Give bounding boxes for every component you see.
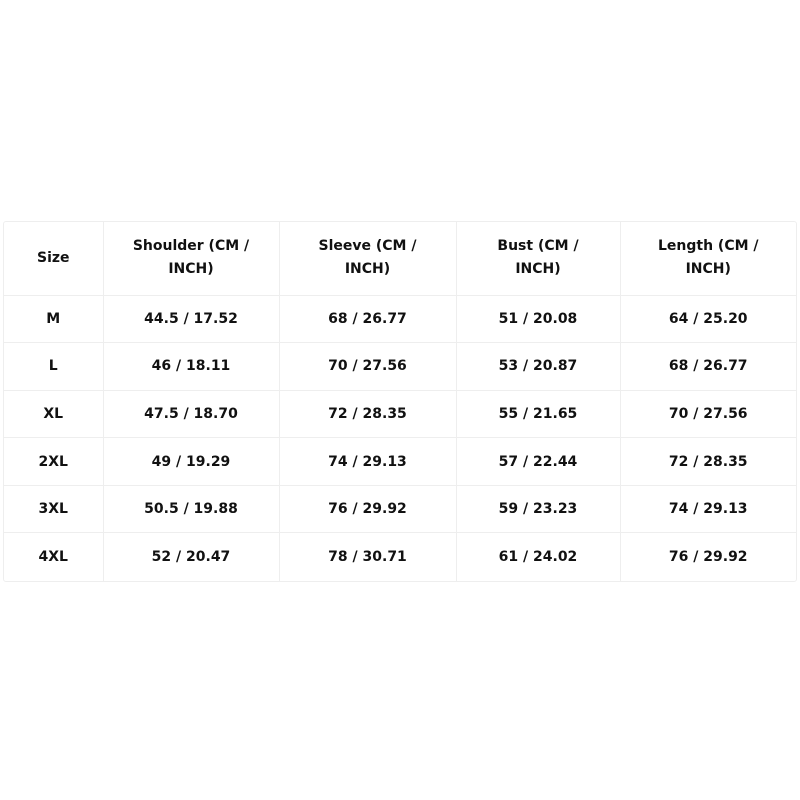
cell-bust: 51 / 20.08 xyxy=(456,295,620,343)
table-row xyxy=(4,390,796,438)
table-body xyxy=(4,295,796,581)
cell-sleeve: 74 / 29.13 xyxy=(279,438,456,486)
table-row xyxy=(4,343,796,391)
cell-length: 68 / 26.77 xyxy=(620,343,796,391)
cell-size: 3XL xyxy=(4,485,103,533)
header-length: Length (CM / INCH) xyxy=(620,222,796,295)
cell-bust: 55 / 21.65 xyxy=(456,390,620,438)
cell-bust: 57 / 22.44 xyxy=(456,438,620,486)
cell-sleeve: 68 / 26.77 xyxy=(279,295,456,343)
cell-sleeve: 70 / 27.56 xyxy=(279,343,456,391)
cell-shoulder: 50.5 / 19.88 xyxy=(103,485,279,533)
cell-size: M xyxy=(4,295,103,343)
cell-size: 4XL xyxy=(4,533,103,581)
table-row xyxy=(4,438,796,486)
cell-size: L xyxy=(4,343,103,391)
cell-sleeve: 78 / 30.71 xyxy=(279,533,456,581)
cell-shoulder: 46 / 18.11 xyxy=(103,343,279,391)
cell-length: 76 / 29.92 xyxy=(668,549,748,566)
cell-size: 2XL xyxy=(4,438,103,486)
cell-length: 72 / 28.35 xyxy=(620,438,796,486)
table-row xyxy=(4,485,796,533)
header-sleeve: Sleeve (CM / INCH) xyxy=(279,222,456,295)
cell-bust: 61 / 24.02 xyxy=(456,533,620,581)
header-shoulder: Shoulder (CM / INCH) xyxy=(103,222,279,295)
header-bust: Bust (CM / INCH) xyxy=(456,222,620,295)
header-size: Size xyxy=(4,222,103,295)
size-chart xyxy=(3,221,797,582)
table-header xyxy=(4,222,796,295)
cell-length: 64 / 25.20 xyxy=(620,295,796,343)
table-row xyxy=(4,533,796,581)
cell-bust: 53 / 20.87 xyxy=(456,343,620,391)
table-row xyxy=(4,295,796,343)
cell-shoulder: 52 / 20.47 xyxy=(103,533,279,581)
cell-sleeve: 76 / 29.92 xyxy=(279,485,456,533)
cell-length: 74 / 29.13 xyxy=(620,485,796,533)
cell-shoulder: 47.5 / 18.70 xyxy=(103,390,279,438)
cell-size: XL xyxy=(4,390,103,438)
cell-shoulder: 44.5 / 17.52 xyxy=(103,295,279,343)
header-row xyxy=(4,222,796,295)
size-chart-table xyxy=(4,222,796,581)
cell-sleeve: 72 / 28.35 xyxy=(279,390,456,438)
cell-length: 70 / 27.56 xyxy=(620,390,796,438)
cell-bust: 59 / 23.23 xyxy=(456,485,620,533)
cell-shoulder: 49 / 19.29 xyxy=(103,438,279,486)
